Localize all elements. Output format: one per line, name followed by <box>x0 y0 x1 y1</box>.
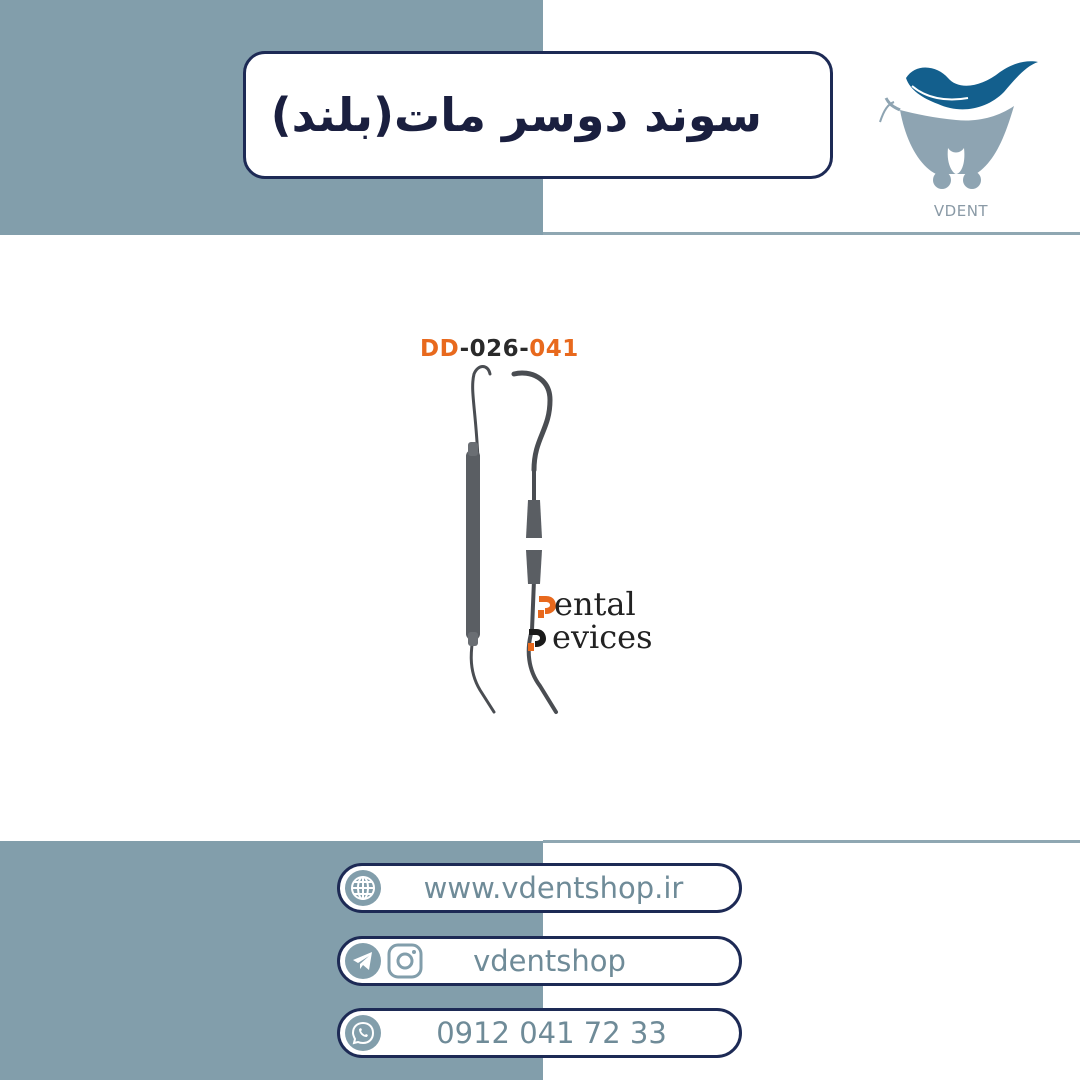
brand-d-mark-2 <box>526 627 548 653</box>
title-box <box>243 51 833 179</box>
phone-pill[interactable] <box>337 1008 742 1058</box>
probe-right-handle-bottom <box>526 550 542 584</box>
page-title: سوند دوسر مات(بلند) <box>270 88 762 142</box>
bottom-divider <box>543 840 1080 843</box>
sku-sep-2: - <box>519 336 530 362</box>
maker-line-2: evices <box>552 618 653 656</box>
sku-sep-1: - <box>459 336 470 362</box>
probe-left-handle <box>466 450 480 640</box>
social-handle[interactable]: vdentshop <box>473 944 626 978</box>
top-divider <box>543 232 1080 235</box>
vdent-logo <box>876 48 1046 223</box>
probe-right <box>514 373 556 712</box>
probe-right-handle-top <box>526 500 542 538</box>
sku-prefix: DD <box>420 336 460 362</box>
logo-text: VDENT <box>933 202 989 220</box>
maker-line-1: ental <box>554 585 636 623</box>
dental-probe-image <box>410 330 690 720</box>
social-pill[interactable] <box>337 936 742 986</box>
website-link[interactable]: www.vdentshop.ir <box>423 871 684 905</box>
sku-suffix: 041 <box>529 336 579 362</box>
sku-middle: 026 <box>469 336 520 362</box>
phone-number[interactable]: 0912 041 72 33 <box>436 1016 667 1050</box>
website-pill[interactable] <box>337 863 742 913</box>
